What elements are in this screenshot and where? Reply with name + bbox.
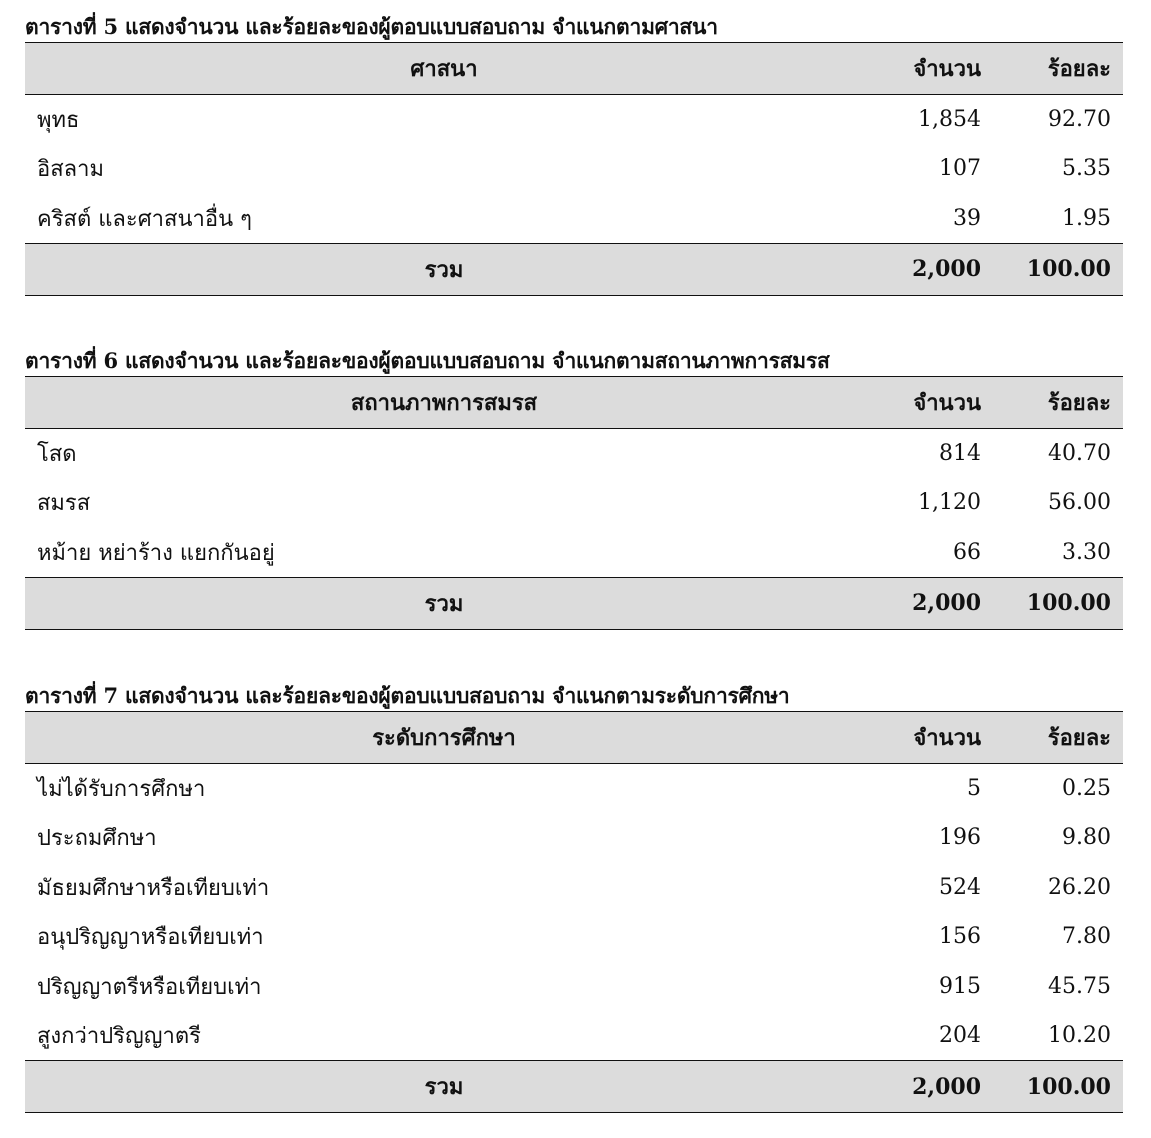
row-percent: 40.70	[1048, 441, 1111, 466]
table-row	[25, 528, 1123, 578]
total-count: 2,000	[912, 590, 981, 616]
row-label: พุทธ	[37, 108, 80, 133]
table-row	[25, 194, 1123, 244]
row-count: 524	[939, 874, 981, 900]
row-percent: 1.95	[1062, 205, 1111, 231]
table-caption: ตารางที่ 6 แสดงจำนวน และร้อยละของผู้ตอบแบบสอบถาม จำแนกตามสถานภาพการสมรส	[25, 348, 830, 373]
row-label: ประถมศึกษา	[37, 826, 157, 852]
header-row	[25, 43, 1123, 95]
row-label: สมรส	[37, 491, 91, 517]
header-row	[25, 712, 1123, 764]
row-count: 196	[939, 825, 981, 851]
data-table	[25, 376, 1123, 630]
data-table	[25, 711, 1123, 1113]
row-percent: 3.30	[1062, 539, 1111, 565]
total-label: รวม	[424, 1074, 464, 1100]
row-percent: 92.70	[1048, 107, 1111, 132]
table-row	[25, 764, 1123, 814]
row-label: คริสต์ และศาสนาอื่น ๆ	[37, 206, 252, 232]
row-percent: 26.20	[1048, 874, 1111, 900]
table-caption: ตารางที่ 5 แสดงจำนวน และร้อยละของผู้ตอบแบบสอบถาม จำแนกตามศาสนา	[25, 14, 718, 39]
row-count: 814	[939, 441, 981, 466]
row-label: สูงกว่าปริญญาตรี	[37, 1024, 201, 1049]
header-category: ศาสนา	[410, 56, 478, 82]
table-row	[25, 1011, 1123, 1061]
total-percent: 100.00	[1026, 1073, 1111, 1100]
row-percent: 9.80	[1062, 825, 1111, 851]
row-percent: 7.80	[1062, 924, 1111, 950]
total-label: รวม	[424, 256, 464, 283]
table-6	[25, 346, 1123, 630]
total-row	[25, 243, 1123, 295]
total-percent: 100.00	[1026, 590, 1111, 616]
row-count: 39	[953, 205, 981, 231]
table-row	[25, 912, 1123, 962]
table-row	[25, 863, 1123, 913]
header-row	[25, 377, 1123, 429]
row-label: ไม่ได้รับการศึกษา	[37, 777, 206, 802]
header-percent: ร้อยละ	[1047, 390, 1111, 416]
total-percent: 100.00	[1026, 256, 1111, 282]
total-count: 2,000	[912, 256, 981, 282]
row-percent: 5.35	[1062, 156, 1111, 182]
row-count: 107	[939, 156, 981, 182]
header-category: ระดับการศึกษา	[372, 725, 516, 751]
header-count: จำนวน	[913, 725, 981, 751]
table-5	[25, 12, 1123, 296]
table-row	[25, 95, 1123, 145]
header-category: สถานภาพการสมรส	[350, 390, 538, 416]
row-percent: 10.20	[1048, 1023, 1111, 1048]
header-percent: ร้อยละ	[1047, 725, 1111, 751]
table-row	[25, 813, 1123, 863]
row-count: 204	[939, 1023, 981, 1048]
header-percent: ร้อยละ	[1047, 56, 1111, 82]
header-count: จำนวน	[913, 390, 981, 416]
row-label: อนุปริญญาหรือเทียบเท่า	[37, 925, 264, 951]
row-label: หม้าย หย่าร้าง แยกกันอยู่	[37, 540, 275, 566]
row-percent: 56.00	[1048, 490, 1111, 516]
table-row	[25, 478, 1123, 528]
row-percent: 0.25	[1062, 776, 1111, 801]
row-percent: 45.75	[1048, 973, 1111, 999]
row-label: ปริญญาตรีหรือเทียบเท่า	[37, 974, 262, 1000]
row-count: 66	[953, 539, 981, 565]
row-label: อิสลาม	[37, 157, 104, 183]
row-count: 5	[967, 776, 981, 801]
row-count: 1,120	[918, 490, 981, 516]
row-label: โสด	[37, 442, 77, 467]
total-row	[25, 577, 1123, 629]
table-caption: ตารางที่ 7 แสดงจำนวน และร้อยละของผู้ตอบแบบสอบถาม จำแนกตามระดับการศึกษา	[25, 683, 790, 708]
data-table	[25, 42, 1123, 296]
table-row	[25, 429, 1123, 479]
row-label: มัธยมศึกษาหรือเทียบเท่า	[37, 875, 270, 901]
row-count: 915	[939, 973, 981, 999]
table-row	[25, 962, 1123, 1012]
table-7	[25, 681, 1123, 1113]
total-label: รวม	[424, 590, 464, 617]
total-row	[25, 1061, 1123, 1113]
total-count: 2,000	[912, 1073, 981, 1100]
row-count: 1,854	[918, 107, 981, 132]
header-count: จำนวน	[913, 56, 981, 82]
table-row	[25, 144, 1123, 194]
row-count: 156	[939, 924, 981, 950]
